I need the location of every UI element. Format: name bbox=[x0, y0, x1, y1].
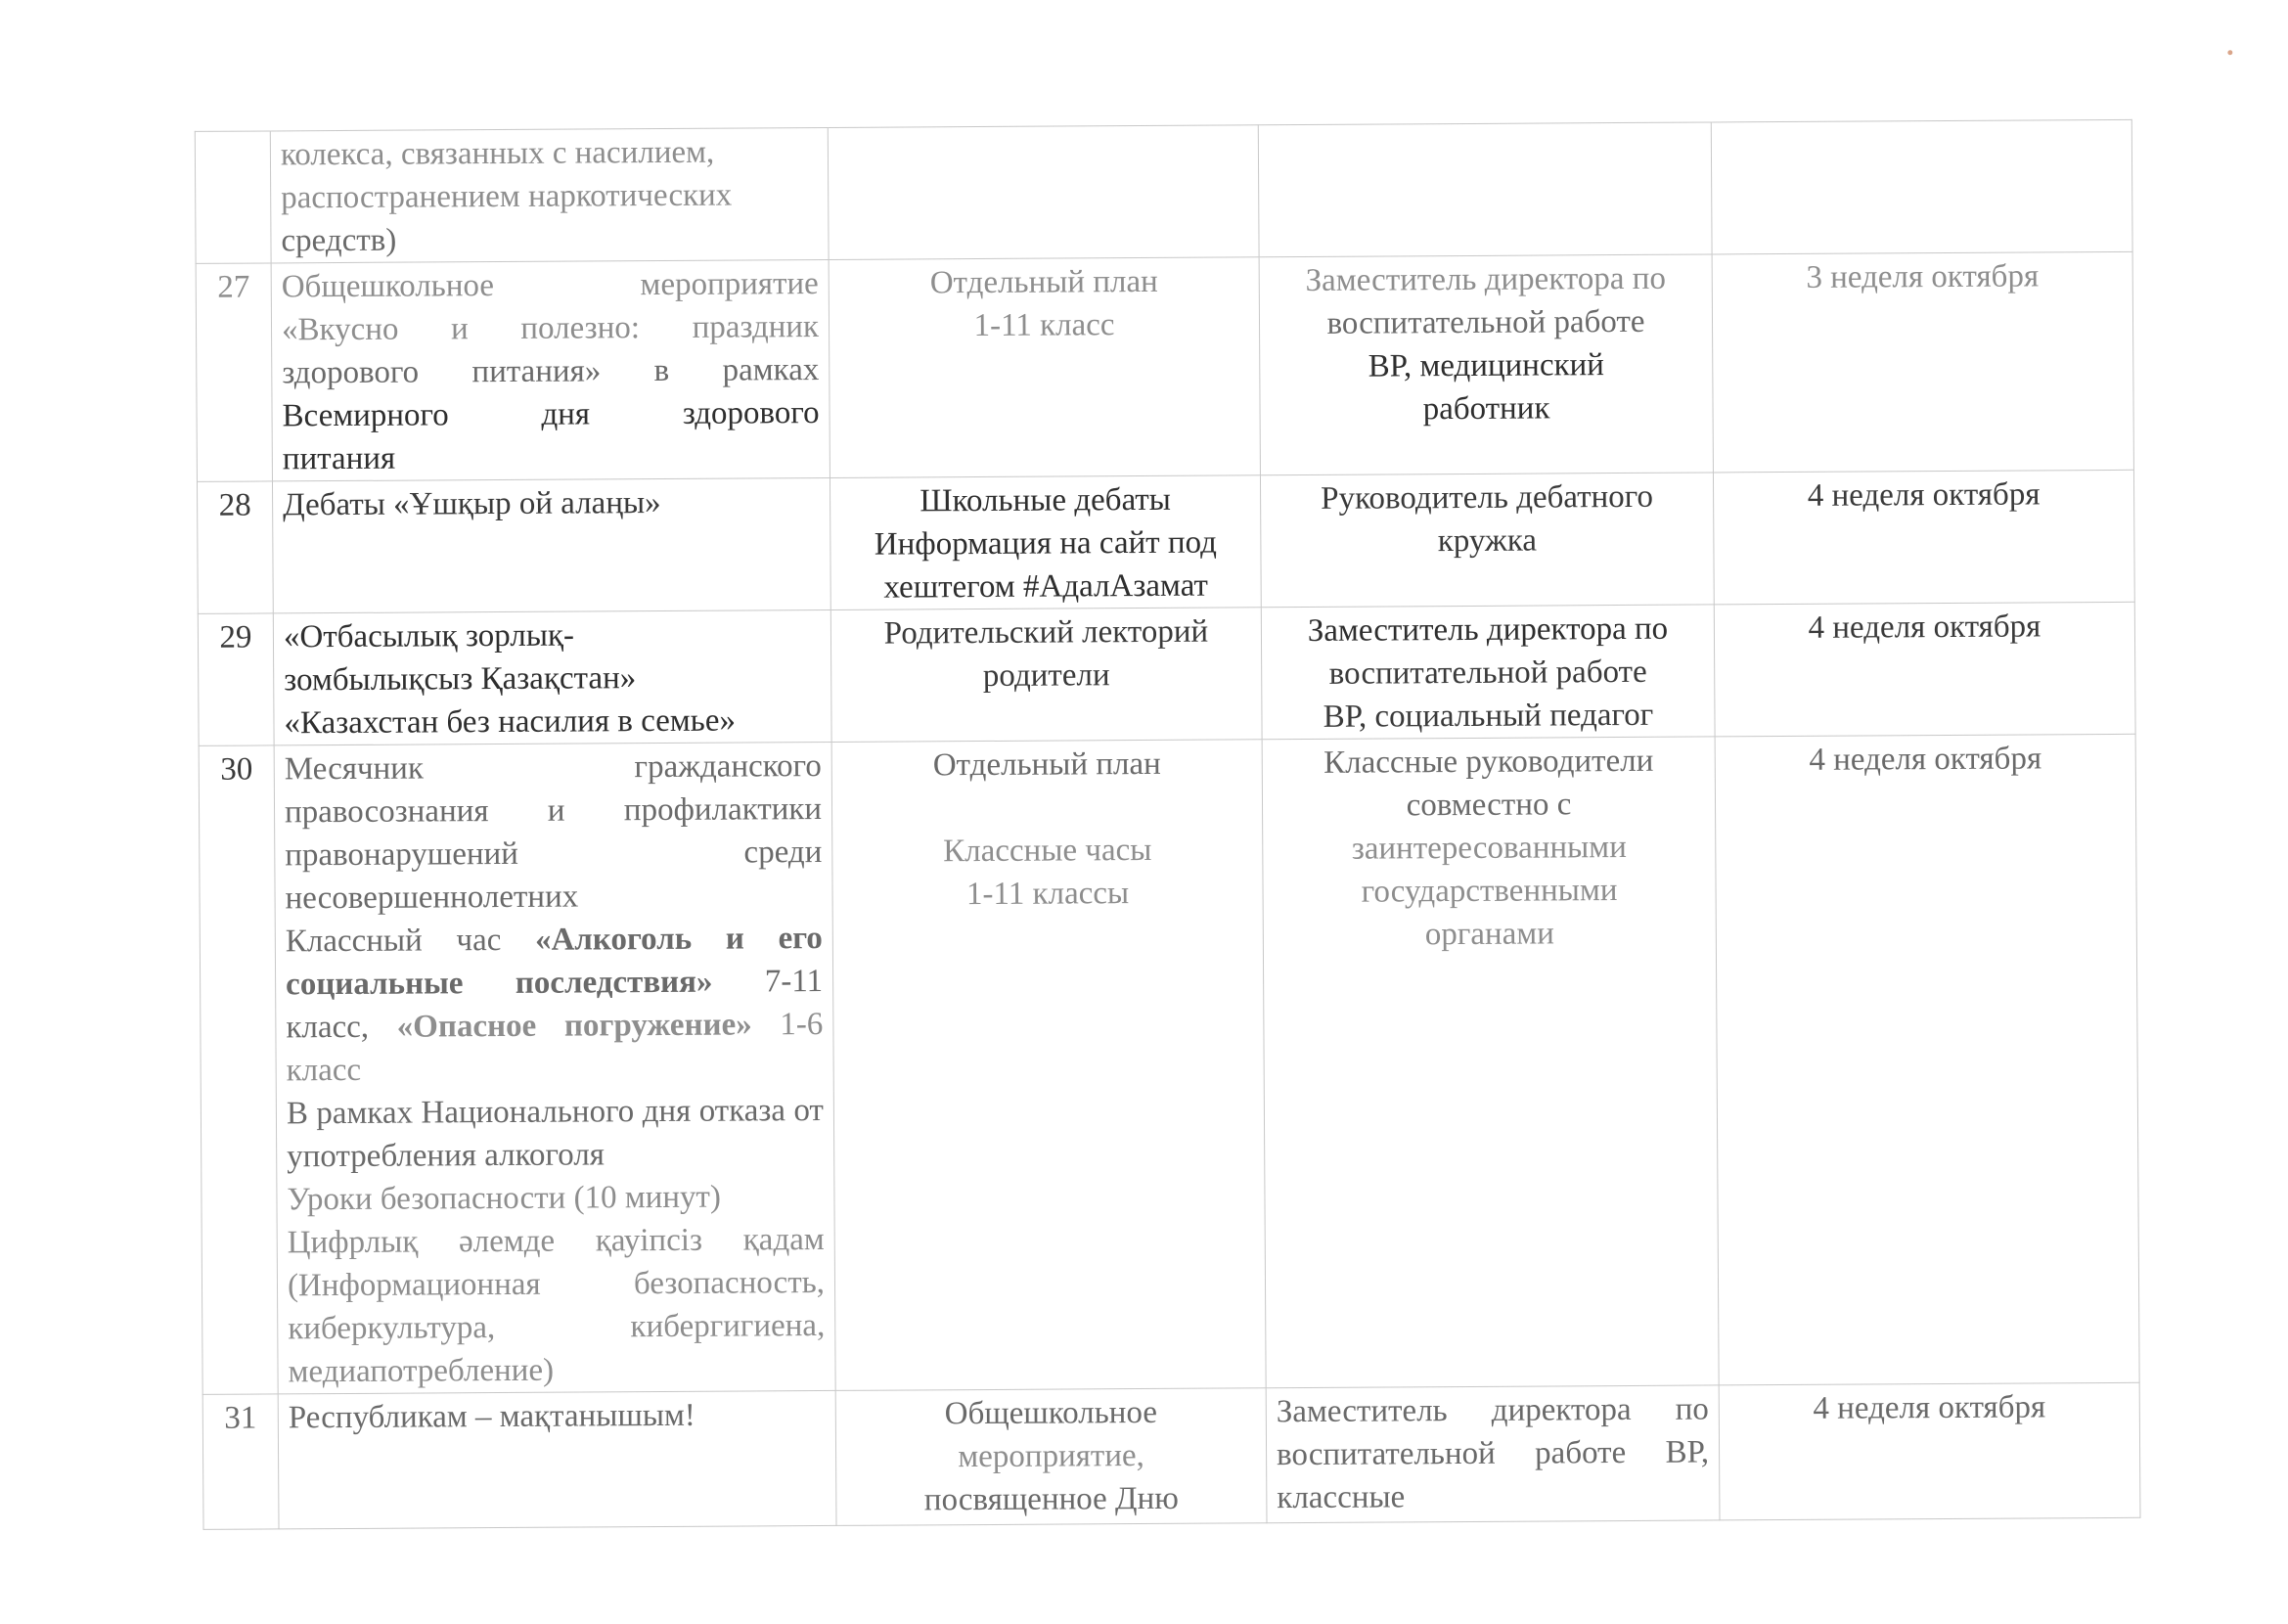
scan-speck bbox=[2227, 50, 2232, 55]
cell-date bbox=[1711, 119, 2132, 254]
cell-form: Родительский лекторий родители bbox=[830, 608, 1262, 743]
cell-num: 28 bbox=[197, 481, 273, 613]
table-row-30 bbox=[199, 734, 2139, 1394]
table-row-27 bbox=[196, 251, 2133, 481]
cell-num: 31 bbox=[202, 1394, 279, 1529]
table-row-28 bbox=[197, 470, 2134, 613]
cell-form: Отдельный план Классные часы 1-11 классы bbox=[831, 740, 1266, 1391]
cell-responsible: Классные руководители совместно с заинтересованными государственными органами bbox=[1262, 737, 1719, 1388]
cell-num bbox=[195, 131, 271, 263]
cell-date: 4 неделя октября bbox=[1719, 1382, 2140, 1520]
cell-event: колекса, связанных с насилием, распостранением наркотических средств) bbox=[270, 127, 829, 262]
cell-num: 30 bbox=[199, 745, 278, 1394]
cell-num: 27 bbox=[196, 263, 272, 481]
cell-form: Отдельный план 1-11 класс bbox=[829, 257, 1260, 478]
cell-event: Республикам – мақтанышым! bbox=[278, 1390, 836, 1528]
cell-event: Месячник гражданского правосознания и профилактики правонарушений среди несовершеннолетних Классный час «Алкоголь и его социальные последствия» 7-11 класс, «Опасное погружение» 1-6 класс В рамках Национального дня отказа от употребления алкоголя Уроки безопасности (10 минут) Цифрлық әлемде қауіпсіз қадам (Информационная безопасность, киберкультура, кибергигиена, медиапотребление) bbox=[274, 742, 835, 1393]
cell-responsible: Заместитель директора по воспитательной работе ВР, классные bbox=[1266, 1385, 1720, 1523]
cell-date: 4 неделя октября bbox=[1713, 470, 2134, 605]
cell-num: 29 bbox=[198, 613, 274, 745]
table-row-continuation bbox=[195, 119, 2132, 263]
table-row-31 bbox=[202, 1382, 2140, 1529]
table-row-29 bbox=[198, 602, 2135, 745]
cell-responsible bbox=[1258, 122, 1712, 257]
cell-event: «Отбасылық зорлық- зомбылықсыз Қазақстан» «Казахстан без насилия в семье» bbox=[273, 609, 831, 744]
cell-date: 3 неделя октября bbox=[1712, 251, 2133, 473]
cell-date: 4 неделя октября bbox=[1714, 602, 2135, 737]
cell-event: Общешкольное мероприятие «Вкусно и полезно: праздник здорового питания» в рамках Всемирного дня здорового питания bbox=[271, 259, 830, 480]
events-plan-table bbox=[195, 119, 2141, 1530]
cell-form: Школьные дебаты Информация на сайт под хештегом #АдалАзамат bbox=[830, 475, 1261, 610]
cell-form bbox=[828, 125, 1259, 260]
cell-responsible: Руководитель дебатного кружка bbox=[1260, 473, 1714, 608]
cell-responsible: Заместитель директора по воспитательной работе ВР, социальный педагог bbox=[1261, 605, 1715, 740]
cell-responsible: Заместитель директора по воспитательной работе ВР, медицинский работник bbox=[1259, 254, 1713, 475]
cell-form: Общешкольное мероприятие, посвященное Дню bbox=[835, 1388, 1267, 1526]
cell-event: Дебаты «Ұшқыр ой алаңы» bbox=[272, 477, 830, 612]
cell-date: 4 неделя октября bbox=[1715, 734, 2139, 1385]
